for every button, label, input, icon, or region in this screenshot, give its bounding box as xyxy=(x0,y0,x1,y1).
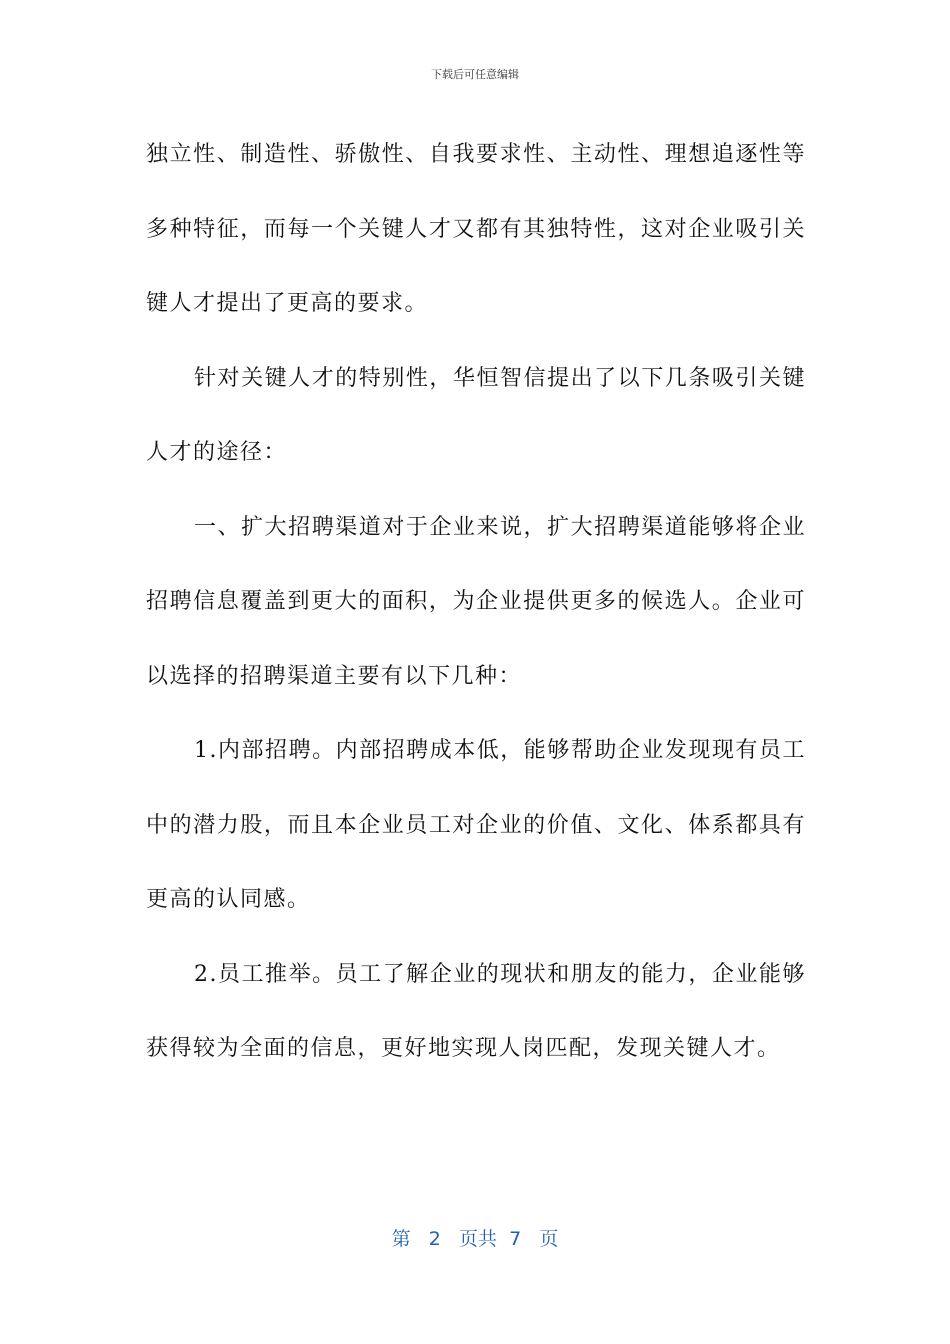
footer-label-prefix: 第 xyxy=(391,1228,411,1250)
footer-total-pages: 7 xyxy=(509,1228,522,1250)
footer-label-mid: 页共 xyxy=(459,1228,498,1250)
paragraph: 独立性、制造性、骄傲性、自我要求性、主动性、理想追逐性等多种特征，而每一个关键人才又都有其独特性，这对企业吸引关键人才提出了更高的要求。 xyxy=(146,142,806,316)
footer-current-page: 2 xyxy=(428,1228,441,1250)
paragraph: 2.员工推举。员工了解企业的现状和朋友的能力，企业能够获得较为全面的信息，更好地实现人岗匹配，发现关键人才。 xyxy=(146,961,806,1061)
paragraph: 1.内部招聘。内部招聘成本低，能够帮助企业发现现有员工中的潜力股，而且本企业员工对企业的价值、文化、体系都具有更高的认同感。 xyxy=(146,738,806,912)
paragraph: 一、扩大招聘渠道对于企业来说，扩大招聘渠道能够将企业招聘信息覆盖到更大的面积，为企业提供更多的候选人。企业可以选择的招聘渠道主要有以下几种： xyxy=(146,514,806,689)
paragraph: 针对关键人才的特别性，华恒智信提出了以下几条吸引关键人才的途径： xyxy=(146,365,806,465)
footer-label-suffix: 页 xyxy=(539,1228,559,1250)
page-header-note: 下载后可任意编辑 xyxy=(431,68,519,81)
page-footer xyxy=(0,1224,950,1251)
document-body xyxy=(146,118,806,1087)
